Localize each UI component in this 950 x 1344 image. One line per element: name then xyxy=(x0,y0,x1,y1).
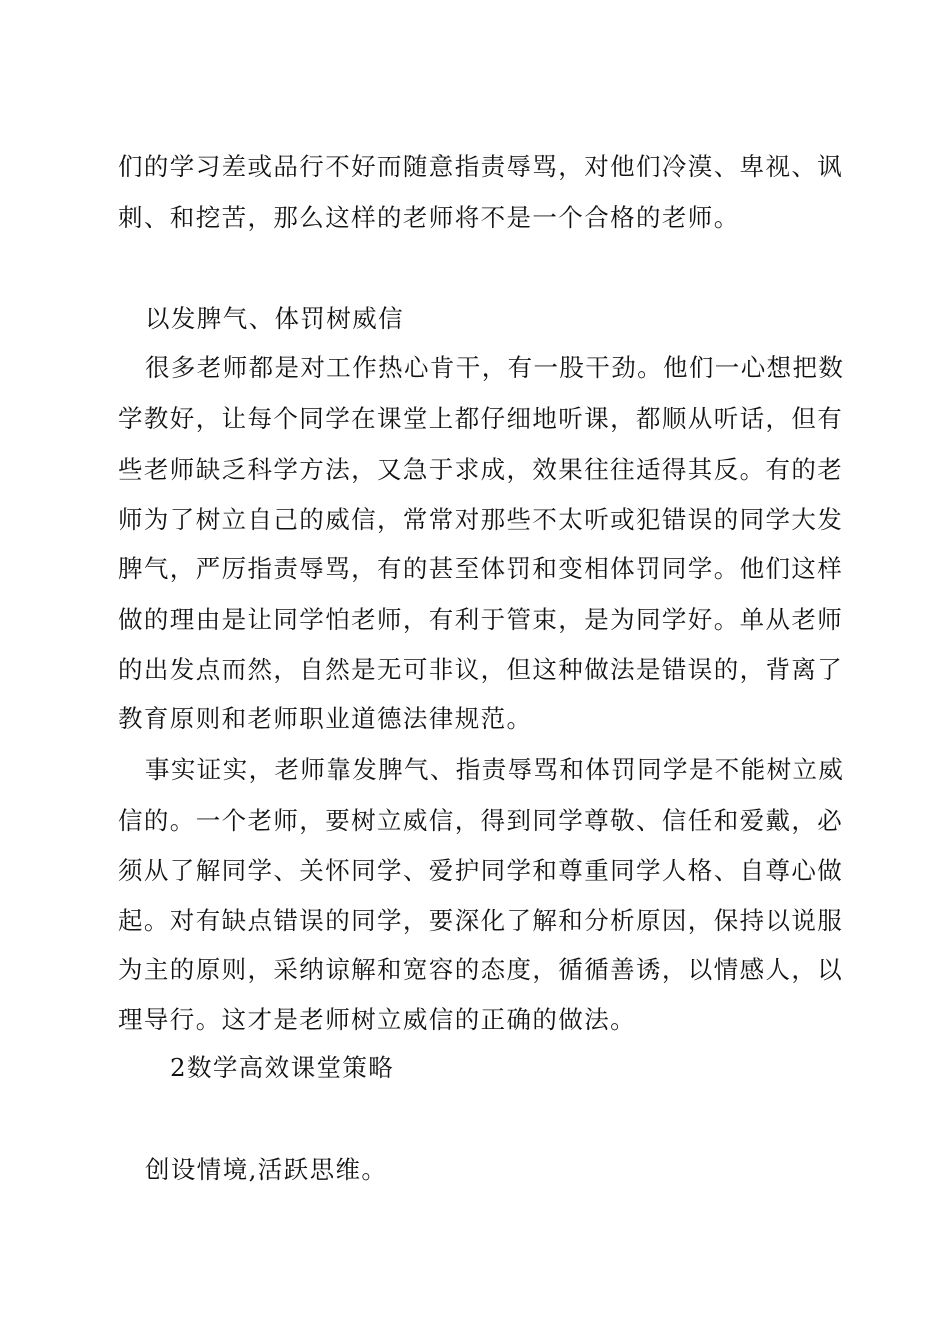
paragraph-2-line-5: 脾气，严厉指责辱骂，有的甚至体罚和变相体罚同学。他们这样 xyxy=(118,554,844,583)
section-heading-2: 2数学高效课堂策略 xyxy=(170,1053,395,1082)
paragraph-2-line-7: 的出发点而然，自然是无可非议，但这种做法是错误的，背离了 xyxy=(118,655,844,684)
paragraph-3-line-3: 须从了解同学、关怀同学、爱护同学和尊重同学人格、自尊心做 xyxy=(118,856,844,885)
paragraph-2-line-1: 很多老师都是对工作热心肯干，有一股干劲。他们一心想把数 xyxy=(145,353,845,382)
paragraph-2-line-4: 师为了树立自己的威信，常常对那些不太听或犯错误的同学大发 xyxy=(118,505,844,534)
paragraph-3-line-1: 事实证实，老师靠发脾气、指责辱骂和体罚同学是不能树立威 xyxy=(145,755,845,784)
paragraph-3-line-2: 信的。一个老师，要树立威信，得到同学尊敬、信任和爱戴，必 xyxy=(118,806,844,835)
paragraph-2-line-2: 学教好，让每个同学在课堂上都仔细地听课，都顺从听话，但有 xyxy=(118,404,844,433)
section-heading-3: 创设情境,活跃思维。 xyxy=(145,1155,388,1184)
paragraph-2-line-6: 做的理由是让同学怕老师，有利于管束，是为同学好。单从老师 xyxy=(118,605,844,634)
paragraph-3-line-5: 为主的原则，采纳谅解和宽容的态度，循循善诱，以情感人，以 xyxy=(118,955,844,984)
paragraph-1-line-1: 们的学习差或品行不好而随意指责辱骂，对他们冷漠、卑视、讽 xyxy=(118,152,844,181)
section-heading-1: 以发脾气、体罚树威信 xyxy=(145,304,404,333)
paragraph-2-line-3: 些老师缺乏科学方法，又急于求成，效果往往适得其反。有的老 xyxy=(118,455,844,484)
paragraph-3-line-4: 起。对有缺点错误的同学，要深化了解和分析原因，保持以说服 xyxy=(118,906,844,935)
paragraph-2-line-8: 教育原则和老师职业道德法律规范。 xyxy=(118,704,533,733)
paragraph-3-line-6: 理导行。这才是老师树立威信的正确的做法。 xyxy=(118,1005,636,1034)
paragraph-1-line-2: 刺、和挖苦，那么这样的老师将不是一个合格的老师。 xyxy=(118,203,740,232)
